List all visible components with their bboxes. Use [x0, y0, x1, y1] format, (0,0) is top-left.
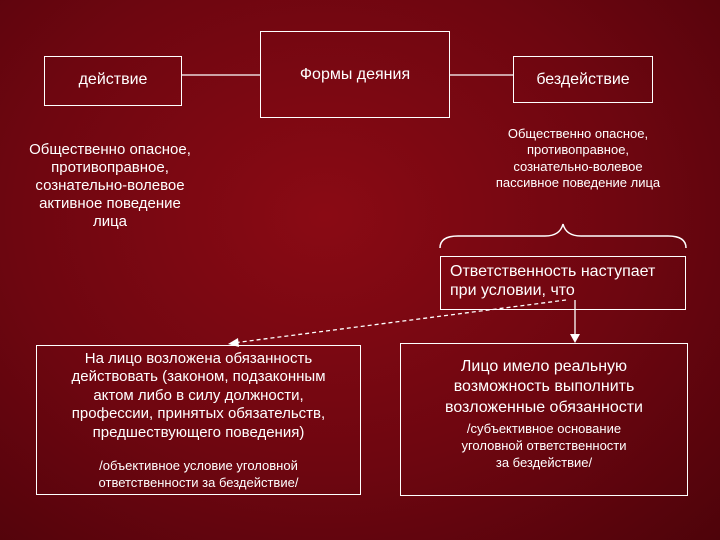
objective-line: профессии, принятых обязательств,	[71, 405, 326, 423]
subjective-line: возложенные обязанности	[445, 398, 643, 416]
action-title: действие	[78, 71, 148, 88]
definition-line: Общественно опасное,	[29, 141, 191, 158]
objective-note-line: ответственности за бездействие/	[98, 474, 299, 490]
objective-line: предшествующего поведения)	[92, 423, 305, 441]
subjective-note-line: уголовной ответственности	[461, 437, 627, 453]
definition-line: противоправное,	[51, 159, 169, 176]
definition-line: сознательно-волевое	[513, 158, 643, 174]
subjective-note	[400, 421, 688, 472]
responsibility-line: Ответственность наступает	[450, 263, 656, 280]
action-definition	[0, 141, 220, 231]
responsibility-line: при условии, что	[450, 282, 575, 300]
definition-line: сознательно-волевое	[35, 177, 185, 194]
inaction-title: бездействие	[536, 71, 630, 88]
subjective-line: Лицо имело реальную	[460, 358, 628, 375]
arrowhead-down	[570, 334, 580, 343]
definition-line: пассивное поведение лица	[495, 174, 661, 190]
subjective-line: возможность выполнить	[453, 378, 635, 396]
objective-text	[36, 350, 361, 442]
definition-line: противоправное,	[526, 142, 630, 158]
objective-line: действовать (законом, подзаконным	[71, 368, 326, 386]
subjective-note-line: за бездействие/	[495, 454, 593, 470]
definition-line: лица	[92, 213, 128, 230]
definition-line: активное поведение	[39, 195, 181, 212]
subjective-text	[400, 357, 688, 418]
subjective-note-line: /субъективное основание	[466, 421, 622, 436]
definition-line: Общественно опасное,	[507, 126, 649, 141]
objective-note	[36, 458, 361, 492]
responsibility-text	[440, 262, 686, 300]
objective-line: На лицо возложена обязанность	[84, 350, 313, 367]
curly-brace	[440, 224, 686, 248]
objective-note-line: /объективное условие уголовной	[99, 458, 298, 473]
center-title: Формы деяния	[299, 66, 411, 83]
inaction-definition	[458, 126, 698, 191]
objective-line: актом либо в силу должности,	[93, 386, 304, 404]
